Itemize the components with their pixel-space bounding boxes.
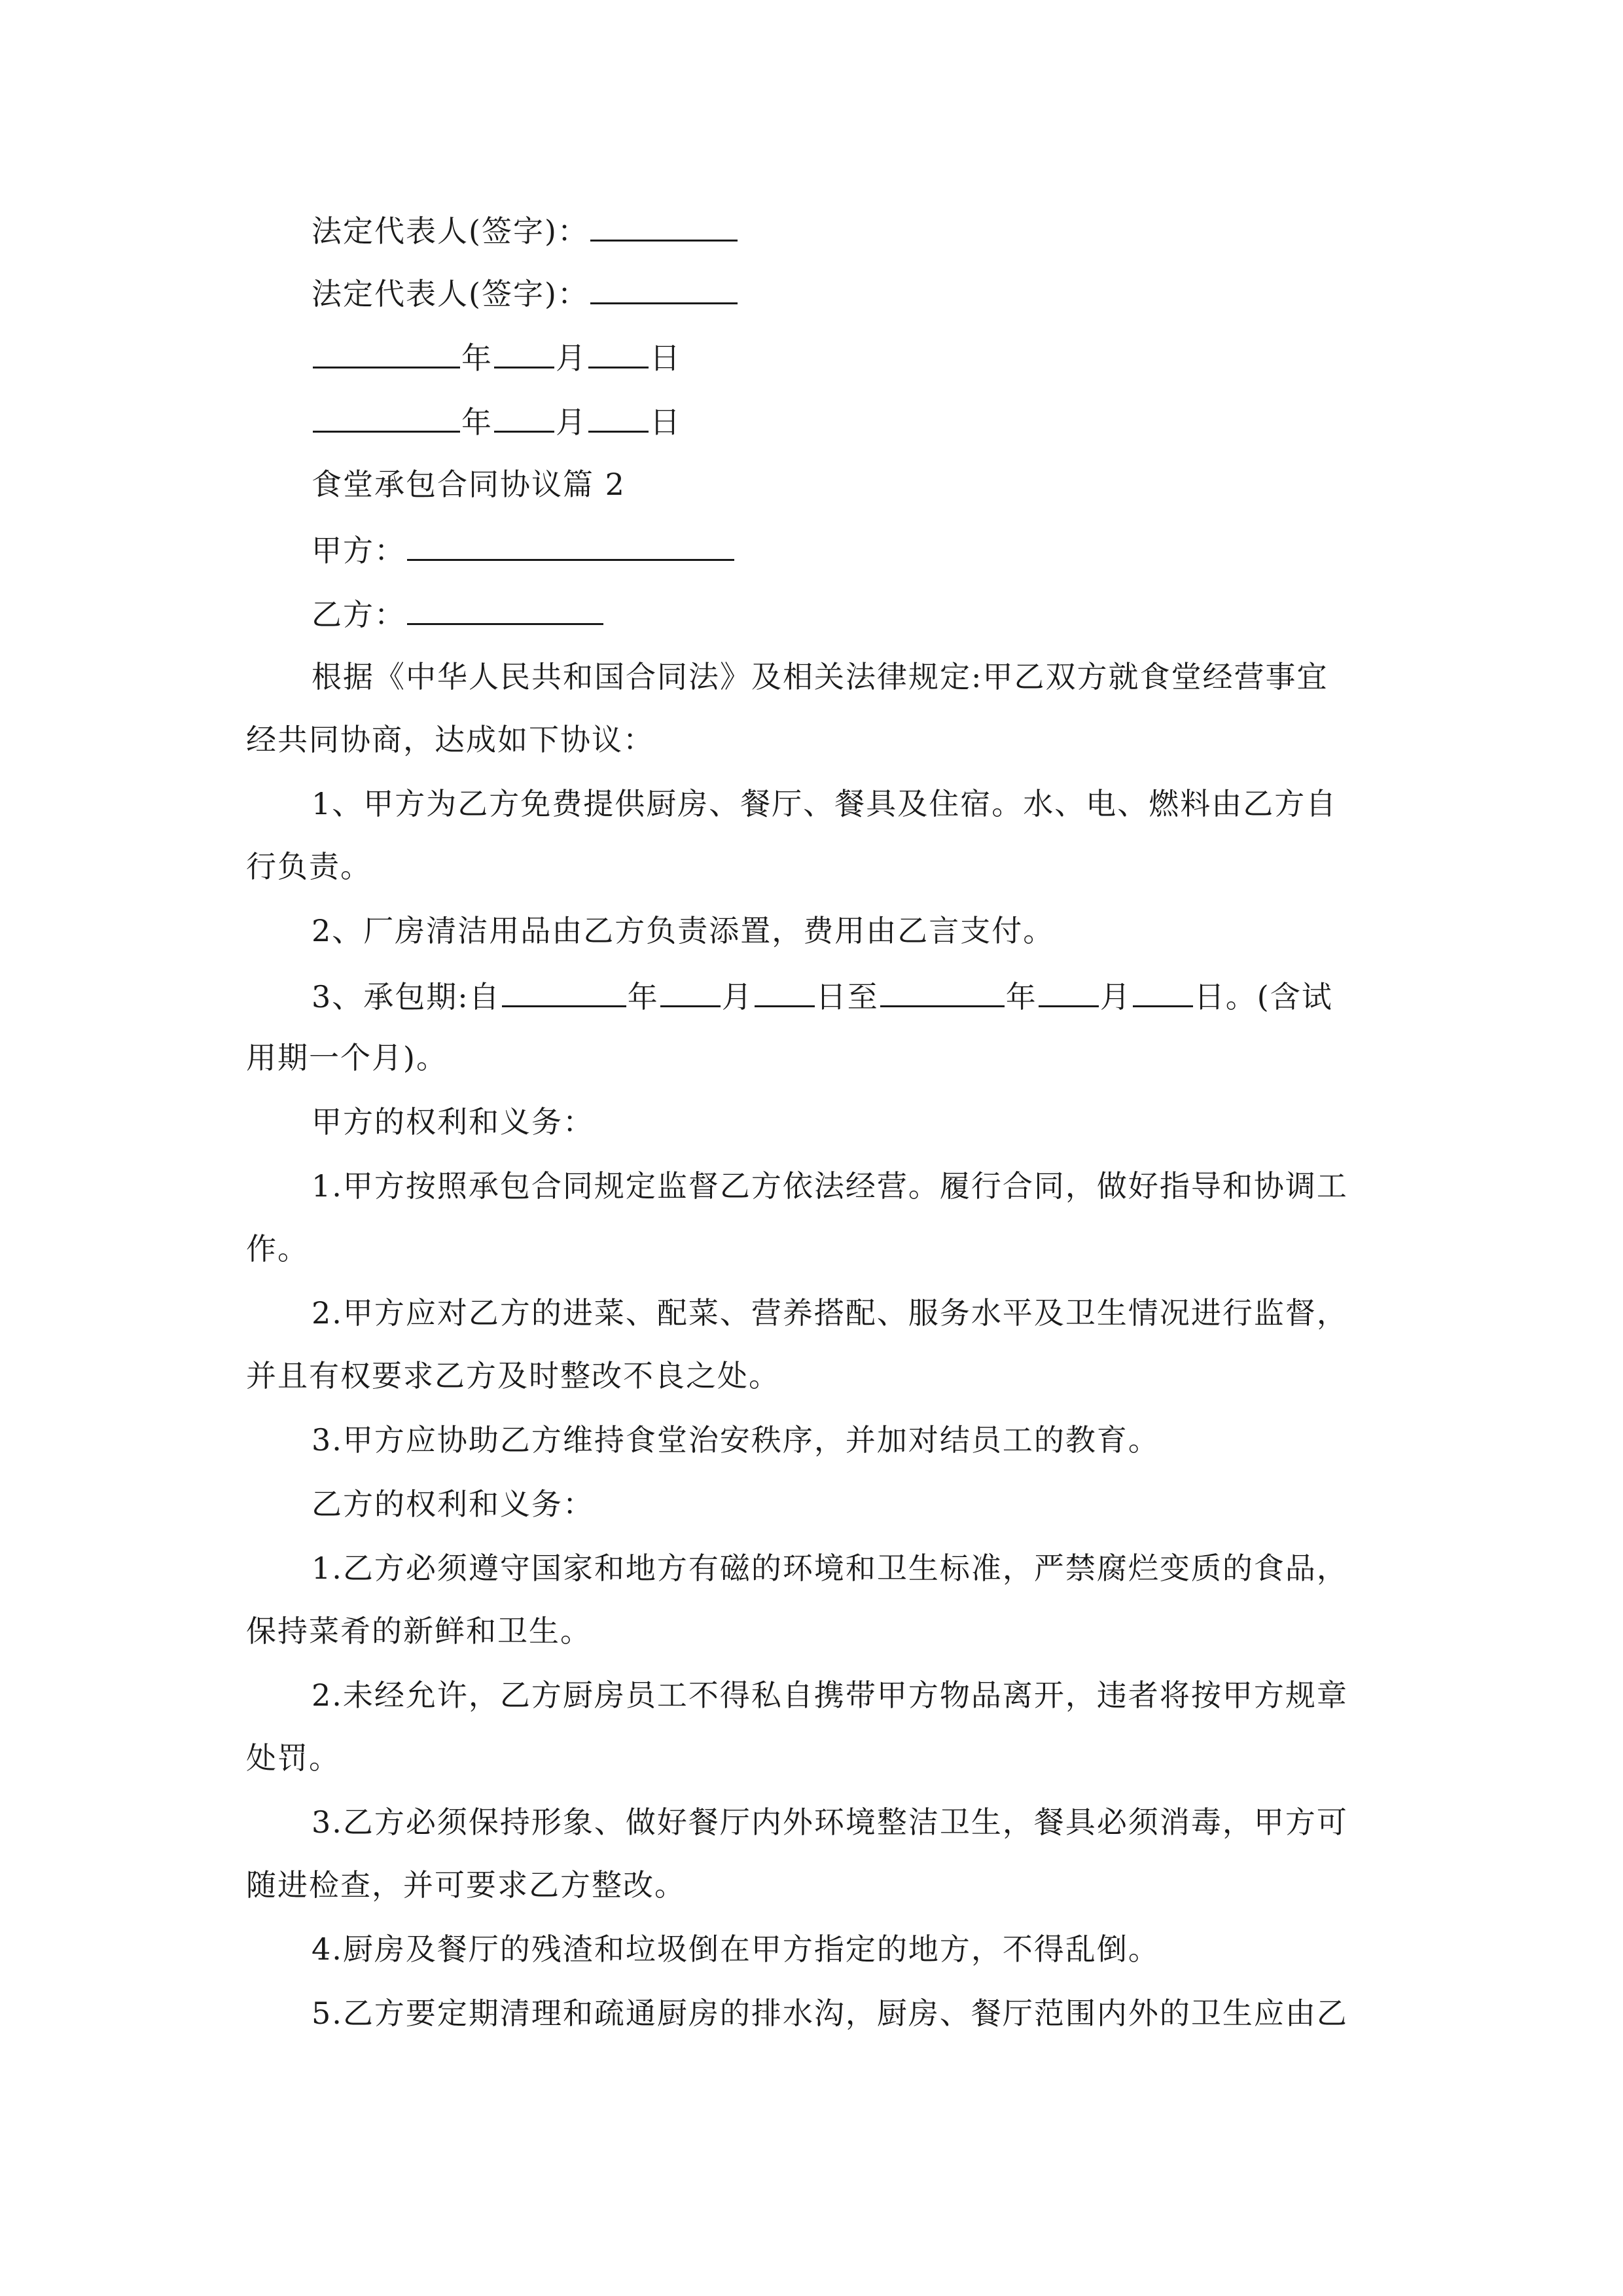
party-a-line <box>312 530 1385 569</box>
legal-rep-1-signature-blank <box>590 211 738 242</box>
legal-rep-2-label: 法定代表人(签字)： <box>312 276 589 312</box>
party-b-item-1-line-2: 保持菜肴的新鲜和卫生。 <box>246 1613 592 1649</box>
party-b-line <box>312 594 1385 633</box>
item-3-month-2-blank <box>1039 977 1099 1007</box>
section-2-title: 食堂承包合同协议篇 2 <box>312 467 626 502</box>
item-3-month-1-label: 月 <box>721 979 753 1014</box>
party-a-item-1-line-2: 作。 <box>246 1231 309 1266</box>
party-b-item-2-line-2: 处罚。 <box>246 1740 340 1776</box>
party-a-blank <box>407 530 734 561</box>
date-1-month-blank <box>494 338 554 368</box>
party-b-blank <box>407 594 603 625</box>
item-3-year-2-label: 年 <box>1005 979 1037 1014</box>
item-3-day-1-label: 日至 <box>815 979 879 1014</box>
party-b-item-3-line-2: 随进检查，并可要求乙方整改。 <box>246 1867 686 1903</box>
item-3-line-1 <box>312 977 1385 1015</box>
item-3-day-1-blank <box>755 977 815 1007</box>
date-1-day-blank <box>588 338 649 368</box>
party-b-item-1-line-1: 1.乙方必须遵守国家和地方有磁的环境和卫生标准，严禁腐烂变质的食品， <box>312 1551 1348 1586</box>
item-1-line-2: 行负责。 <box>246 849 372 884</box>
item-2: 2、厂房清洁用品由乙方负责添置，费用由乙言支付。 <box>312 913 1055 948</box>
party-a-item-1-line-1: 1.甲方按照承包合同规定监督乙方依法经营。履行合同，做好指导和协调工 <box>312 1168 1348 1204</box>
date-line-1 <box>312 338 1385 376</box>
item-3-year-1-label: 年 <box>627 979 659 1014</box>
date-1-month-label: 月 <box>556 340 587 376</box>
item-3-day-2-label: 日。(含试 <box>1194 979 1333 1014</box>
item-3-day-2-blank <box>1133 977 1193 1007</box>
date-1-day-label: 日 <box>650 340 681 376</box>
party-b-rights-title: 乙方的权利和义务： <box>312 1486 594 1522</box>
legal-rep-2-line <box>312 274 1385 312</box>
date-1-year-blank <box>313 338 460 368</box>
item-3-prefix: 3、承包期:自 <box>312 979 501 1014</box>
party-a-item-3: 3.甲方应协助乙方维持食堂治安秩序，并加对结员工的教育。 <box>312 1422 1160 1458</box>
date-1-year-label: 年 <box>461 340 493 376</box>
party-b-item-4: 4.厨房及餐厅的残渣和垃圾倒在甲方指定的地方，不得乱倒。 <box>312 1931 1160 1967</box>
legal-rep-1-label: 法定代表人(签字)： <box>312 213 589 249</box>
item-3-year-1-blank <box>502 977 626 1007</box>
date-2-month-blank <box>494 402 554 433</box>
date-2-day-label: 日 <box>650 404 681 440</box>
item-3-line-2: 用期一个月)。 <box>246 1040 448 1075</box>
date-line-2 <box>312 402 1385 440</box>
legal-rep-2-signature-blank <box>590 274 738 304</box>
item-1-line-1: 1、甲方为乙方免费提供厨房、餐厅、餐具及住宿。水、电、燃料由乙方自 <box>312 786 1338 821</box>
item-3-month-1-blank <box>660 977 721 1007</box>
party-b-label: 乙方： <box>312 597 406 632</box>
intro-paragraph-line-1: 根据《中华人民共和国合同法》及相关法律规定:甲乙双方就食堂经营事宜 <box>312 659 1329 694</box>
intro-paragraph-line-2: 经共同协商，达成如下协议： <box>246 722 654 757</box>
party-a-item-2-line-1: 2.甲方应对乙方的进菜、配菜、营养搭配、服务水平及卫生情况进行监督， <box>312 1295 1348 1331</box>
party-b-item-2-line-1: 2.未经允许，乙方厨房员工不得私自携带甲方物品离开，违者将按甲方规章 <box>312 1677 1348 1713</box>
party-a-item-2-line-2: 并且有权要求乙方及时整改不良之处。 <box>246 1358 780 1393</box>
date-2-day-blank <box>588 402 649 433</box>
date-2-month-label: 月 <box>556 404 587 440</box>
item-3-year-2-blank <box>880 977 1005 1007</box>
party-b-item-5-line-1: 5.乙方要定期清理和疏通厨房的排水沟，厨房、餐厅范围内外的卫生应由乙 <box>312 1996 1348 2031</box>
date-2-year-label: 年 <box>461 404 493 440</box>
date-2-year-blank <box>313 402 460 433</box>
legal-rep-1-line <box>312 211 1385 249</box>
party-a-rights-title: 甲方的权利和义务： <box>312 1104 594 1139</box>
item-3-month-2-label: 月 <box>1099 979 1132 1014</box>
party-a-label: 甲方： <box>312 533 406 568</box>
party-b-item-3-line-1: 3.乙方必须保持形象、做好餐厅内外环境整洁卫生，餐具必须消毒，甲方可 <box>312 1804 1348 1840</box>
